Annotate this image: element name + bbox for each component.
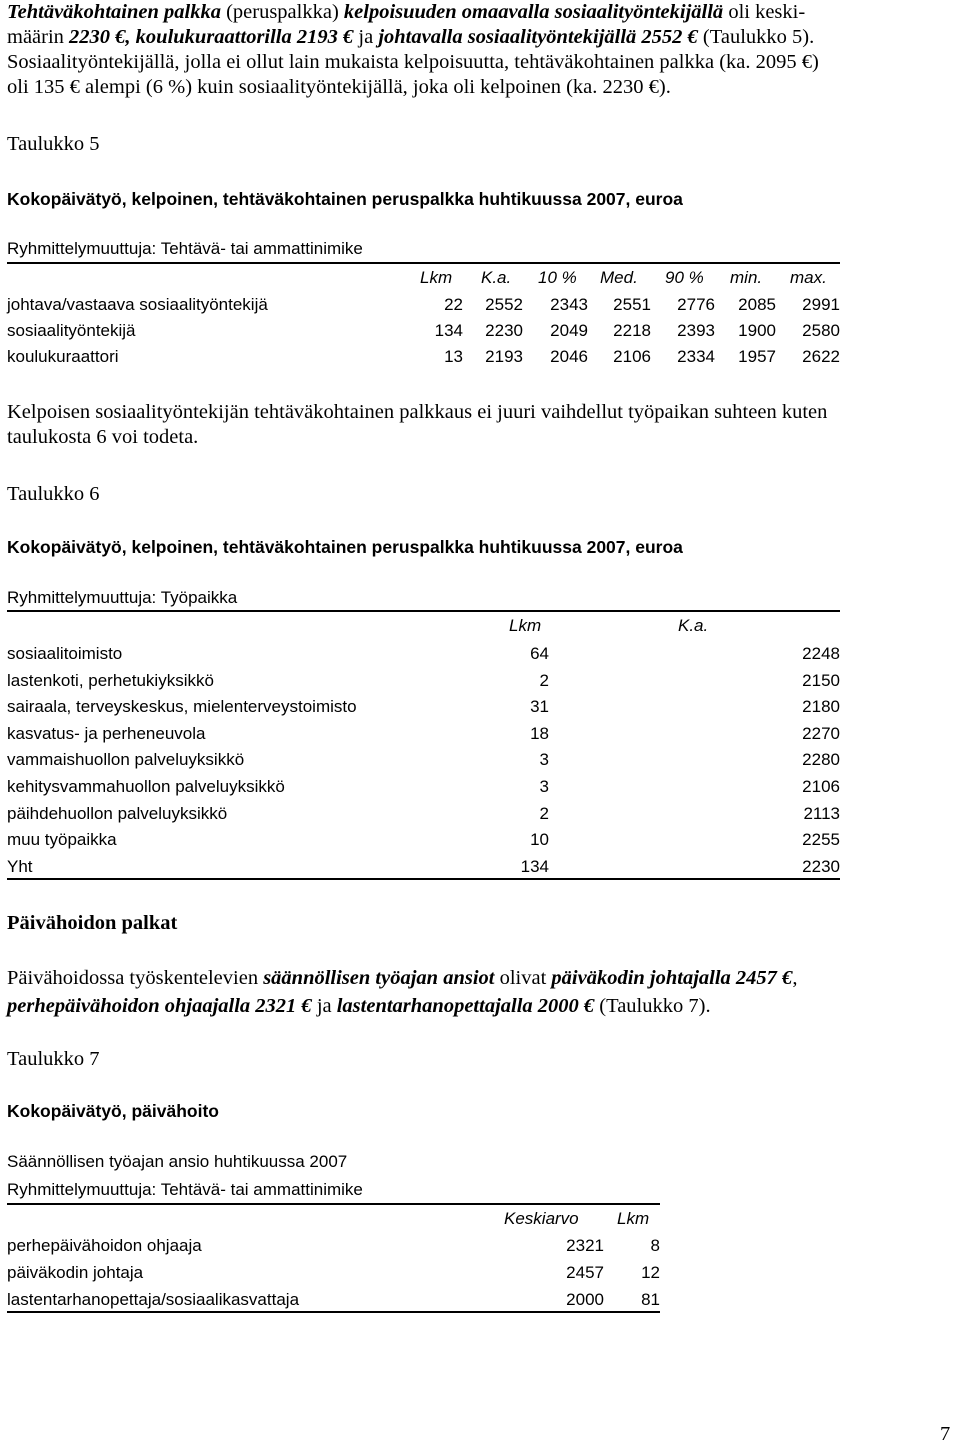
text-run: , [792,967,798,989]
row-value: 2150 [802,670,840,690]
table6-header [0,613,960,639]
table7-group: Ryhmittelymuuttuja: Tehtävä- tai ammattinimike [7,1180,363,1199]
section-line-2 [7,994,711,1019]
table-row [0,1260,960,1286]
row-label: lastenkoti, perhetukiyksikkö [7,670,214,690]
table5-col-p10: 10 % [538,268,577,287]
table-row [0,641,960,667]
row-label: sosiaalityöntekijä [7,321,136,340]
table5-col-max: max. [790,268,827,287]
table-row [0,344,960,370]
table6-title: Kokopäivätyö, kelpoinen, tehtäväkohtainen peruspalkka huhtikuussa 2007, euroa [7,537,683,557]
row-label: kehitysvammahuollon palveluyksikkö [7,777,285,796]
row-value: 2049 [550,321,588,340]
row-value: 1957 [738,347,776,366]
text-run: (peruspalkka) [220,1,344,23]
row-value: 2393 [677,321,715,340]
row-value: 2 [539,803,549,823]
intro-line-2 [7,25,814,50]
intro-line-1 [7,0,805,25]
table6-col-lkm: Lkm [509,616,542,635]
row-value: 3 [539,777,549,796]
row-value: 2552 [485,295,523,314]
row-label: muu työpaikka [7,830,117,850]
row-label: perhepäivähoidon ohjaaja [7,1236,202,1255]
row-value: 10 [530,830,549,850]
text-run: (Taulukko 7). [594,995,711,1017]
row-value: 2218 [613,321,651,340]
table-row [0,801,960,827]
table5-col-p90: 90 % [665,268,704,287]
row-value: 81 [641,1290,660,1309]
row-label: lastentarhanopettaja/sosiaalikasvattaja [7,1290,300,1309]
table-row [0,747,960,773]
table5-col-ka: K.a. [481,268,512,287]
text-run: 2230 €, koulukuraattorilla 2193 € [69,26,354,48]
text-run: ja [311,995,337,1017]
table7-rule-bottom [7,1311,660,1313]
row-value: 2046 [550,347,588,366]
para2-line-1: Kelpoisen sosiaalityöntekijän tehtäväkohtainen palkkaus ei juuri vaihdellut työpaikan suhteen kuten [7,401,828,423]
row-value: 2321 [566,1236,604,1255]
row-value: 22 [444,295,463,314]
row-label: johtava/vastaava sosiaalityöntekijä [7,295,268,314]
text-run: perhepäivähoidon ohjaajalla 2321 € [7,995,312,1017]
row-label: päiväkodin johtaja [7,1263,144,1282]
table5-col-min: min. [730,268,763,287]
row-label: päihdehuollon palveluyksikkö [7,803,228,823]
row-value: 3 [539,750,549,770]
row-value: 2457 [566,1263,604,1282]
table7-rule-top [7,1203,660,1205]
row-value: 2334 [677,347,715,366]
text-run: Päivähoidossa työskentelevien [7,967,264,989]
table7-header [0,1206,960,1232]
table5-col-med: Med. [600,268,638,287]
table7-subtitle: Säännöllisen työajan ansio huhtikuussa 2007 [7,1152,348,1171]
row-value: 2230 [485,321,523,340]
table7-title: Kokopäivätyö, päivähoito [7,1101,219,1121]
table6-group: Ryhmittelymuuttuja: Työpaikka [7,588,238,607]
table-row [0,694,960,720]
row-value: 2230 [802,856,840,876]
row-value: 1900 [738,321,776,340]
row-label: sosiaalitoimisto [7,644,123,663]
text-run: kelpoisuuden omaavalla sosiaalityöntekijällä [343,1,724,23]
table-row [0,774,960,800]
table6-caption: Taulukko 6 [7,483,100,505]
row-value: 2113 [803,803,840,823]
row-label: sairaala, terveyskeskus, mielenterveystoimisto [7,697,357,717]
text-run: Tehtäväkohtainen palkka [7,1,221,23]
table6-rule-top [7,610,840,612]
row-value: 2106 [613,347,651,366]
row-value: 2085 [738,295,776,314]
table-row [0,292,960,318]
row-value: 2000 [566,1290,604,1309]
text-run: määrin [7,26,70,48]
section-line-1 [7,966,797,991]
para2-line-2: taulukosta 6 voi todeta. [7,426,199,448]
row-value: 2255 [802,830,840,850]
row-value: 8 [650,1236,660,1255]
row-value: 2580 [802,321,840,340]
row-value: 12 [641,1263,660,1282]
row-value: 2106 [802,777,840,796]
text-run: päiväkodin johtajalla 2457 € [551,967,793,989]
table-row [0,318,960,344]
intro-line-3: Sosiaalityöntekijällä, jolla ei ollut lain mukaista kelpoisuutta, tehtäväkohtainen palkka (ka. 2095 €) [7,51,819,73]
table-row [0,1233,960,1259]
row-value: 2180 [802,697,840,717]
table7-caption: Taulukko 7 [7,1048,100,1070]
table5-rule [7,262,840,264]
row-value: 134 [434,321,463,340]
table-row [0,827,960,853]
row-value: 2280 [802,750,840,770]
row-value: 64 [530,644,549,663]
table5-col-lkm: Lkm [420,268,453,287]
table-row [0,1287,960,1313]
row-value: 2270 [802,723,840,743]
table7-col-lkm: Lkm [617,1209,650,1228]
text-run: oli keski- [723,1,806,23]
text-run: lastentarhanopettajalla 2000 € [336,995,595,1017]
table6-col-ka: K.a. [678,616,709,635]
table-row [0,721,960,747]
row-value: 18 [530,723,549,743]
table5-group: Ryhmittelymuuttuja: Tehtävä- tai ammattinimike [7,239,363,258]
text-run: säännöllisen työajan ansiot [263,967,495,989]
row-value: 31 [530,697,549,717]
section-heading: Päivähoidon palkat [7,912,178,934]
text-run: (Taulukko 5). [697,26,815,48]
text-run: johtavalla sosiaalityöntekijällä 2552 € [378,26,698,48]
page-number: 7 [940,1423,951,1445]
row-value: 2551 [613,295,651,314]
table7-col-mean: Keskiarvo [504,1209,579,1228]
row-value: 2 [539,670,549,690]
row-label: kasvatus- ja perheneuvola [7,723,206,743]
table-row [0,854,960,880]
row-value: 2622 [802,347,840,366]
text-run: ja [353,26,379,48]
table6-rule-bottom [7,878,840,880]
row-value: 2776 [677,295,715,314]
text-run: olivat [494,967,552,989]
row-label: vammaishuollon palveluyksikkö [7,750,245,770]
row-value: 13 [444,347,463,366]
table5-header [0,265,960,291]
row-label: Yht [7,856,33,876]
table-row [0,668,960,694]
table5-title: Kokopäivätyö, kelpoinen, tehtäväkohtainen peruspalkka huhtikuussa 2007, euroa [7,189,683,209]
row-label: koulukuraattori [7,347,119,366]
row-value: 134 [520,856,549,876]
table5-caption: Taulukko 5 [7,133,100,155]
row-value: 2343 [550,295,588,314]
intro-line-4: oli 135 € alempi (6 %) kuin sosiaalityöntekijällä, joka oli kelpoinen (ka. 2230 €). [7,76,671,98]
row-value: 2248 [802,644,840,663]
row-value: 2991 [802,295,840,314]
row-value: 2193 [485,347,523,366]
